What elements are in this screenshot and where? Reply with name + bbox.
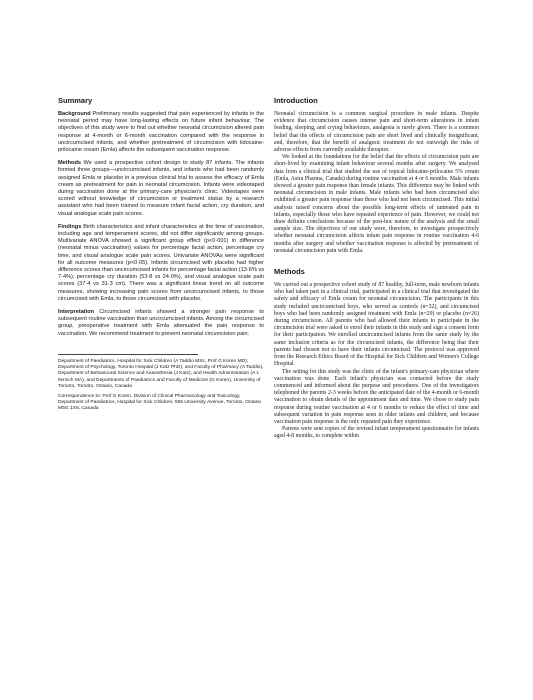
findings-text: Birth characteristics and infant characteristics at the time of vaccination, including age and temperament scores, did not differ significantly among groups. Multivariate ANOVA showed a significant group effect (p<0·001) in difference (neonatal minus vaccination) values for percentage facial action, percentage cry time, and visual analogue scale pain scores. Univariate ANOVAs were significant for all outcome measures (p<0·05). Infants circumcised with placebo had higher difference scores than uncircumcised infants for percentage facial action (13·6% vs 7·4%), percentage cry duration (53·8 vs 24·0%), and visual analogue scale pain scores (37·4 vs 31·3 cm). There was a significant linear trend on all outcome measures, showing increasing pain scores from uncircumcised infants, to those circumcised with Emla, to those circumcised with placebo. [58,223,264,302]
background-text: Preliminary results suggested that pain experienced by infants in the neonatal period may have long-lasting effects on future infant behaviour. The objectives of this study were to find out whether neonatal circumcision altered pain response at 4-month or 6-month vaccination compared with the response in uncircumcised infants, and whether pretreatment of circumcision with lidocaine-prilocaine cream (Emla) affects the subsequent vaccination response. [58,111,264,154]
summary-interpretation [58,309,264,338]
methods-summary-text: We used a prospective cohort design to study 87 infants. The infants formed three groups—uncircumcised infants, and infants who had been randomly assigned Emla or placebo in a previous clinical trial to assess the efficacy of Emla cream as pretreatment for pain in neonatal circumcision. Infants were videotaped during vaccination done at the primary-care physician's clinic. Videotapes were scored without knowledge of circumcision or treatment status by a research assistant who had been trained to measure infant facial action, cry duration, and visual analogue scale pain scores. [58,160,264,217]
methods-para-3: Parents were sent copies of the revised infant temperament questionnaire for infants aged 4-8 months, to complete within [274,426,479,440]
summary-methods [58,160,264,218]
affiliation-divider [58,354,198,355]
interpretation-label: Interpretation [58,309,95,316]
methods-para-1: We carried out a prospective cohort study of 87 healthy, full-term, male newborn infants who had taken part in a clinical trial, participated in a clinical trial that investigated the safety and efficacy of Emla cream for neonatal circumcision. The participants in this study included uncircumcised boys, who served as controls (n=32), and circumcised boys who had been randomly assigned treatment with Emla (n=29) or placebo (n=26) during circumcision. All parents who had allowed their infants to participate in the circumcision trial were asked to enrol their infants in this study and sign a consent form for their participation. We enrolled uncircumcised infants from the same study by the same inclusion criteria as for the circumcised infants, the difference being that their parents had chosen not to have their infants circumcised. The protocol was approved from the Research Ethics Board of the Hospital for Sick Children and Women's College Hospital. [274,282,479,368]
summary-background [58,111,264,154]
introduction-para-1: Neonatal circumcision is a common surgical procedure in male infants. Despite evidence that circumcision causes intense pain and short-term alterations in infant feeding, sleeping, and crying behaviours, analgesia is rarely given. There is a common belief that the effects of circumcision pain are short lived and clinically insignificant, and, therefore, that the benefit of analgesic treatment do not outweigh the risks of adverse effects from currently available therapies. [274,111,479,154]
interpretation-text: Circumcised infants showed a stronger pain response to subsequent routine vaccination than uncircumcised infants. Among the circumcised group, preoperative treatment with Emla attenuated the pain response to vaccination. We recommend treatment to prevent neonatal circumcision pain. [58,309,265,337]
right-column [274,96,479,441]
introduction-heading: Introduction [274,96,318,105]
methods-label: Methods [58,160,81,167]
affiliations-text: Department of Paediatrics, Hospital for Sick Children (A Taddio MSc, Prof G Koren MD); Department of Psychology, Toronto Hospital (J Katz PhD); and Faculty of Pharmacy (A Taddio), Department of Behavioural Science and Anaesthesia (J Katz), and Health Administration (A L Ilersich MA), and Departments of Paediatrics and Faculty of Medicine (G Koren), University of Toronto, Toronto, Ontario, Canada [58,358,264,389]
summary-heading: Summary [58,96,93,105]
left-column [58,96,264,417]
methods-heading: Methods [274,267,305,277]
introduction-para-2: We looked at the foundations for the belief that the effects of circumcision pain are short-lived by examining infant behaviour several months after surgery. We analysed data from a clinical trial that studied the use of topical lidocaine-prilocaine 5% cream (Emla, Astra Pharma, Canada) during routine vaccination at 4 or 6 months. Male infants showed a greater pain response than female infants. This difference may be linked with neonatal circumcision in male infants. Male infants who had been circumcised also exhibited a greater pain response than those who had not been circumcised. This initial analysis raised concerns about the possible long-term effects of untreated pain in infants, especially those who have repeated experience of pain. However, we could not draw definite conclusions because of the post-hoc nature of the analysis and the small sample size. The objectives of our study were, therefore, to investigate prospectively whether neonatal circumcision affects infant pain response in routine vaccination 4-6 months after surgery and whether vaccination response is affected by pretreatment of neonatal circumcision pain with Emla. [274,154,479,254]
summary-findings [58,224,264,303]
findings-label: Findings [58,223,82,230]
methods-para-2: The setting for this study was the clinic of the infant's primary-care physician where vaccination was done. Each infant's physician was contacted before the study commenced and informed about the purpose and procedures. One of the investigators telephoned the parents 2-3 weeks before the anticipated date of the 4-month or 6-month vaccination to obtain details of the appointment date and time. We chose to study pain response during routine vaccination at 4 or 6 months to reduce the effect of time and subsequent variation in pain response seen in older infants and children, and because vaccination pain response is the only repeated pain they experience. [274,368,479,425]
correspondence-text: Correspondence to: Prof G Koren, Division of Clinical Pharmacology and Toxicology, Department of Paediatrics, Hospital for Sick Children, 555 University Avenue, Toronto, Ontario M5G 1X8, Canada [58,393,262,412]
background-label: Background [58,111,91,117]
